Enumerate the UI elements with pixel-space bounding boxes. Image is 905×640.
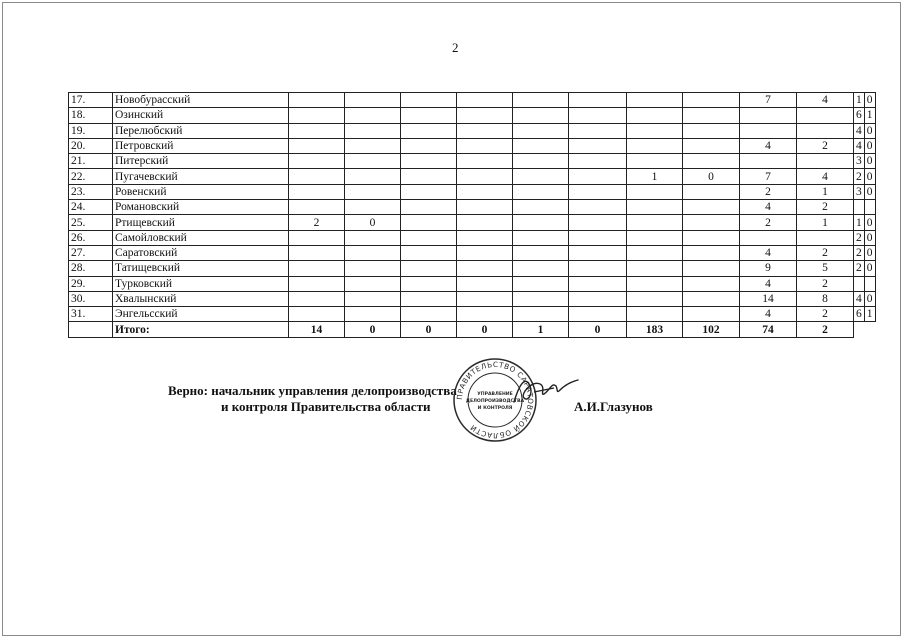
value-cell [513, 138, 569, 153]
value-cell [513, 291, 569, 306]
value-cell [345, 291, 401, 306]
row-number: 23. [69, 184, 113, 199]
value-cell [513, 307, 569, 322]
table-row [69, 169, 876, 184]
value-cell [289, 93, 345, 108]
value-cell: 2 [854, 245, 865, 260]
district-name: Саратовский [113, 245, 289, 260]
value-cell [627, 108, 683, 123]
value-cell: 0 [683, 169, 740, 184]
value-cell: 8 [797, 291, 854, 306]
value-cell: 2 [797, 138, 854, 153]
value-cell [345, 261, 401, 276]
value-cell [740, 230, 797, 245]
table-row [69, 307, 876, 322]
value-cell [854, 276, 865, 291]
value-cell: 4 [854, 291, 865, 306]
value-cell: 2 [740, 184, 797, 199]
district-statistics-table [68, 92, 876, 338]
value-cell [797, 154, 854, 169]
value-cell [401, 291, 457, 306]
row-number: 21. [69, 154, 113, 169]
value-cell: 1 [854, 215, 865, 230]
svg-text:УПРАВЛЕНИЕ: УПРАВЛЕНИЕ [477, 392, 513, 397]
value-cell [683, 154, 740, 169]
value-cell [289, 169, 345, 184]
value-cell: 0 [864, 261, 875, 276]
value-cell: 0 [864, 215, 875, 230]
value-cell [683, 291, 740, 306]
total-value-cell: 0 [345, 322, 401, 338]
certification-title-line-1: Верно: начальник управления делопроизводства [168, 383, 457, 398]
district-name: Новобурасский [113, 93, 289, 108]
value-cell: 3 [854, 184, 865, 199]
value-cell [683, 93, 740, 108]
value-cell [457, 108, 513, 123]
value-cell [289, 261, 345, 276]
value-cell [457, 245, 513, 260]
total-row-number [69, 322, 113, 338]
table-row [69, 230, 876, 245]
value-cell: 1 [864, 108, 875, 123]
value-cell [627, 93, 683, 108]
value-cell [569, 307, 627, 322]
total-value-cell: 14 [289, 322, 345, 338]
value-cell [345, 138, 401, 153]
table-row [69, 200, 876, 215]
value-cell [513, 261, 569, 276]
value-cell [513, 123, 569, 138]
table-row [69, 291, 876, 306]
value-cell [569, 261, 627, 276]
total-row [69, 322, 876, 338]
value-cell [797, 108, 854, 123]
row-number: 27. [69, 245, 113, 260]
district-name: Петровский [113, 138, 289, 153]
value-cell [345, 200, 401, 215]
value-cell [401, 154, 457, 169]
value-cell [289, 291, 345, 306]
value-cell: 4 [854, 123, 865, 138]
value-cell [289, 276, 345, 291]
value-cell [627, 154, 683, 169]
total-value-cell: 0 [401, 322, 457, 338]
total-value-cell: 1 [513, 322, 569, 338]
value-cell [345, 108, 401, 123]
value-cell [289, 108, 345, 123]
value-cell [569, 138, 627, 153]
row-number: 28. [69, 261, 113, 276]
value-cell [345, 93, 401, 108]
value-cell: 2 [797, 245, 854, 260]
row-number: 22. [69, 169, 113, 184]
total-label: Итого: [113, 322, 289, 338]
value-cell [345, 184, 401, 199]
table-row [69, 123, 876, 138]
value-cell [569, 230, 627, 245]
value-cell [457, 184, 513, 199]
district-name: Питерский [113, 154, 289, 169]
value-cell: 1 [797, 215, 854, 230]
value-cell [513, 154, 569, 169]
table-row [69, 108, 876, 123]
table-row [69, 215, 876, 230]
total-value-cell: 183 [627, 322, 683, 338]
value-cell [569, 184, 627, 199]
row-number: 26. [69, 230, 113, 245]
value-cell [401, 169, 457, 184]
district-name: Романовский [113, 200, 289, 215]
row-number: 25. [69, 215, 113, 230]
value-cell [569, 154, 627, 169]
value-cell: 0 [864, 169, 875, 184]
value-cell [289, 245, 345, 260]
value-cell [457, 138, 513, 153]
value-cell [569, 215, 627, 230]
page-number: 2 [452, 40, 459, 55]
value-cell [401, 184, 457, 199]
value-cell: 2 [854, 169, 865, 184]
value-cell [457, 261, 513, 276]
value-cell [569, 245, 627, 260]
value-cell: 7 [740, 93, 797, 108]
row-number: 17. [69, 93, 113, 108]
value-cell: 0 [864, 291, 875, 306]
value-cell [401, 93, 457, 108]
value-cell [569, 291, 627, 306]
value-cell [683, 276, 740, 291]
value-cell [513, 215, 569, 230]
value-cell: 14 [740, 291, 797, 306]
value-cell [513, 93, 569, 108]
value-cell [854, 200, 865, 215]
district-name: Хвалынский [113, 291, 289, 306]
value-cell [740, 123, 797, 138]
value-cell [401, 215, 457, 230]
value-cell [683, 108, 740, 123]
total-value-cell: 74 [740, 322, 797, 338]
value-cell [401, 230, 457, 245]
value-cell [289, 138, 345, 153]
svg-text:И КОНТРОЛЯ: И КОНТРОЛЯ [477, 406, 513, 411]
row-number: 29. [69, 276, 113, 291]
value-cell [627, 291, 683, 306]
district-name: Энгельсский [113, 307, 289, 322]
svg-text:ПРАВИТЕЛЬСТВО САРАТОВСКОЙ ОБЛА: ПРАВИТЕЛЬСТВО САРАТОВСКОЙ ОБЛАСТИ [454, 359, 536, 441]
value-cell [345, 230, 401, 245]
table-row [69, 276, 876, 291]
value-cell [683, 230, 740, 245]
table-row [69, 184, 876, 199]
district-name: Ртищевский [113, 215, 289, 230]
value-cell: 1 [797, 184, 854, 199]
value-cell [683, 138, 740, 153]
row-number: 18. [69, 108, 113, 123]
value-cell: 4 [740, 307, 797, 322]
value-cell [569, 123, 627, 138]
value-cell: 2 [797, 307, 854, 322]
value-cell [569, 200, 627, 215]
svg-text:ДЕЛОПРОИЗВОДСТВА: ДЕЛОПРОИЗВОДСТВА [465, 399, 525, 404]
value-cell [569, 93, 627, 108]
value-cell [683, 200, 740, 215]
value-cell [289, 307, 345, 322]
value-cell: 4 [797, 169, 854, 184]
district-name: Перелюбский [113, 123, 289, 138]
value-cell: 5 [797, 261, 854, 276]
value-cell [345, 154, 401, 169]
value-cell [457, 93, 513, 108]
value-cell [627, 200, 683, 215]
certification-title-line-2: и контроля Правительства области [221, 399, 431, 414]
value-cell [797, 230, 854, 245]
handwritten-signature-icon [510, 372, 580, 408]
value-cell [569, 276, 627, 291]
row-number: 19. [69, 123, 113, 138]
value-cell [345, 245, 401, 260]
value-cell [627, 230, 683, 245]
row-number: 20. [69, 138, 113, 153]
value-cell [683, 184, 740, 199]
value-cell [457, 200, 513, 215]
value-cell [457, 154, 513, 169]
value-cell: 0 [864, 154, 875, 169]
value-cell [683, 307, 740, 322]
value-cell: 2 [854, 261, 865, 276]
value-cell [289, 154, 345, 169]
value-cell: 1 [854, 93, 865, 108]
value-cell [401, 307, 457, 322]
value-cell [627, 276, 683, 291]
value-cell: 9 [740, 261, 797, 276]
value-cell [345, 123, 401, 138]
value-cell [457, 230, 513, 245]
value-cell [569, 108, 627, 123]
value-cell [513, 200, 569, 215]
value-cell: 0 [864, 93, 875, 108]
value-cell [740, 108, 797, 123]
value-cell [513, 276, 569, 291]
district-name: Озинский [113, 108, 289, 123]
value-cell [401, 245, 457, 260]
signatory-name: А.И.Глазунов [574, 399, 653, 414]
value-cell: 4 [740, 138, 797, 153]
value-cell: 4 [740, 245, 797, 260]
value-cell: 0 [345, 215, 401, 230]
value-cell [513, 230, 569, 245]
value-cell: 2 [289, 215, 345, 230]
district-name: Пугачевский [113, 169, 289, 184]
value-cell [457, 307, 513, 322]
value-cell [401, 200, 457, 215]
value-cell [513, 184, 569, 199]
value-cell [289, 123, 345, 138]
value-cell: 6 [854, 108, 865, 123]
value-cell [627, 184, 683, 199]
total-value-cell: 102 [683, 322, 740, 338]
value-cell [401, 276, 457, 291]
value-cell: 0 [864, 123, 875, 138]
value-cell [401, 261, 457, 276]
value-cell [627, 261, 683, 276]
value-cell [683, 245, 740, 260]
value-cell [683, 215, 740, 230]
value-cell: 4 [854, 138, 865, 153]
value-cell [289, 230, 345, 245]
value-cell: 7 [740, 169, 797, 184]
value-cell [457, 169, 513, 184]
value-cell: 2 [740, 215, 797, 230]
district-name: Татищевский [113, 261, 289, 276]
total-value-cell: 0 [569, 322, 627, 338]
value-cell: 2 [854, 230, 865, 245]
value-cell [513, 245, 569, 260]
value-cell: 0 [864, 138, 875, 153]
table-row [69, 154, 876, 169]
value-cell [345, 169, 401, 184]
value-cell: 4 [797, 93, 854, 108]
value-cell [864, 276, 875, 291]
value-cell: 3 [854, 154, 865, 169]
value-cell [627, 245, 683, 260]
value-cell [401, 108, 457, 123]
value-cell: 0 [864, 245, 875, 260]
value-cell [627, 307, 683, 322]
value-cell [457, 215, 513, 230]
value-cell [401, 138, 457, 153]
value-cell [289, 184, 345, 199]
value-cell: 1 [864, 307, 875, 322]
value-cell [513, 169, 569, 184]
district-name: Самойловский [113, 230, 289, 245]
value-cell: 0 [864, 230, 875, 245]
value-cell [457, 276, 513, 291]
table-row [69, 245, 876, 260]
value-cell [864, 200, 875, 215]
value-cell [401, 123, 457, 138]
value-cell [345, 276, 401, 291]
value-cell: 4 [740, 276, 797, 291]
value-cell [797, 123, 854, 138]
value-cell [289, 200, 345, 215]
value-cell [457, 123, 513, 138]
total-value-cell: 0 [457, 322, 513, 338]
value-cell [627, 138, 683, 153]
value-cell: 4 [740, 200, 797, 215]
value-cell [627, 215, 683, 230]
value-cell [513, 108, 569, 123]
total-value-cell: 2 [797, 322, 854, 338]
value-cell [627, 123, 683, 138]
value-cell [683, 123, 740, 138]
value-cell [457, 291, 513, 306]
table-row [69, 93, 876, 108]
row-number: 24. [69, 200, 113, 215]
row-number: 30. [69, 291, 113, 306]
value-cell: 2 [797, 276, 854, 291]
district-name: Ровенский [113, 184, 289, 199]
value-cell: 6 [854, 307, 865, 322]
value-cell [569, 169, 627, 184]
value-cell [345, 307, 401, 322]
value-cell [683, 261, 740, 276]
value-cell: 2 [797, 200, 854, 215]
value-cell [740, 154, 797, 169]
district-name: Турковский [113, 276, 289, 291]
table-row [69, 261, 876, 276]
table-row [69, 138, 876, 153]
value-cell: 0 [864, 184, 875, 199]
row-number: 31. [69, 307, 113, 322]
value-cell: 1 [627, 169, 683, 184]
